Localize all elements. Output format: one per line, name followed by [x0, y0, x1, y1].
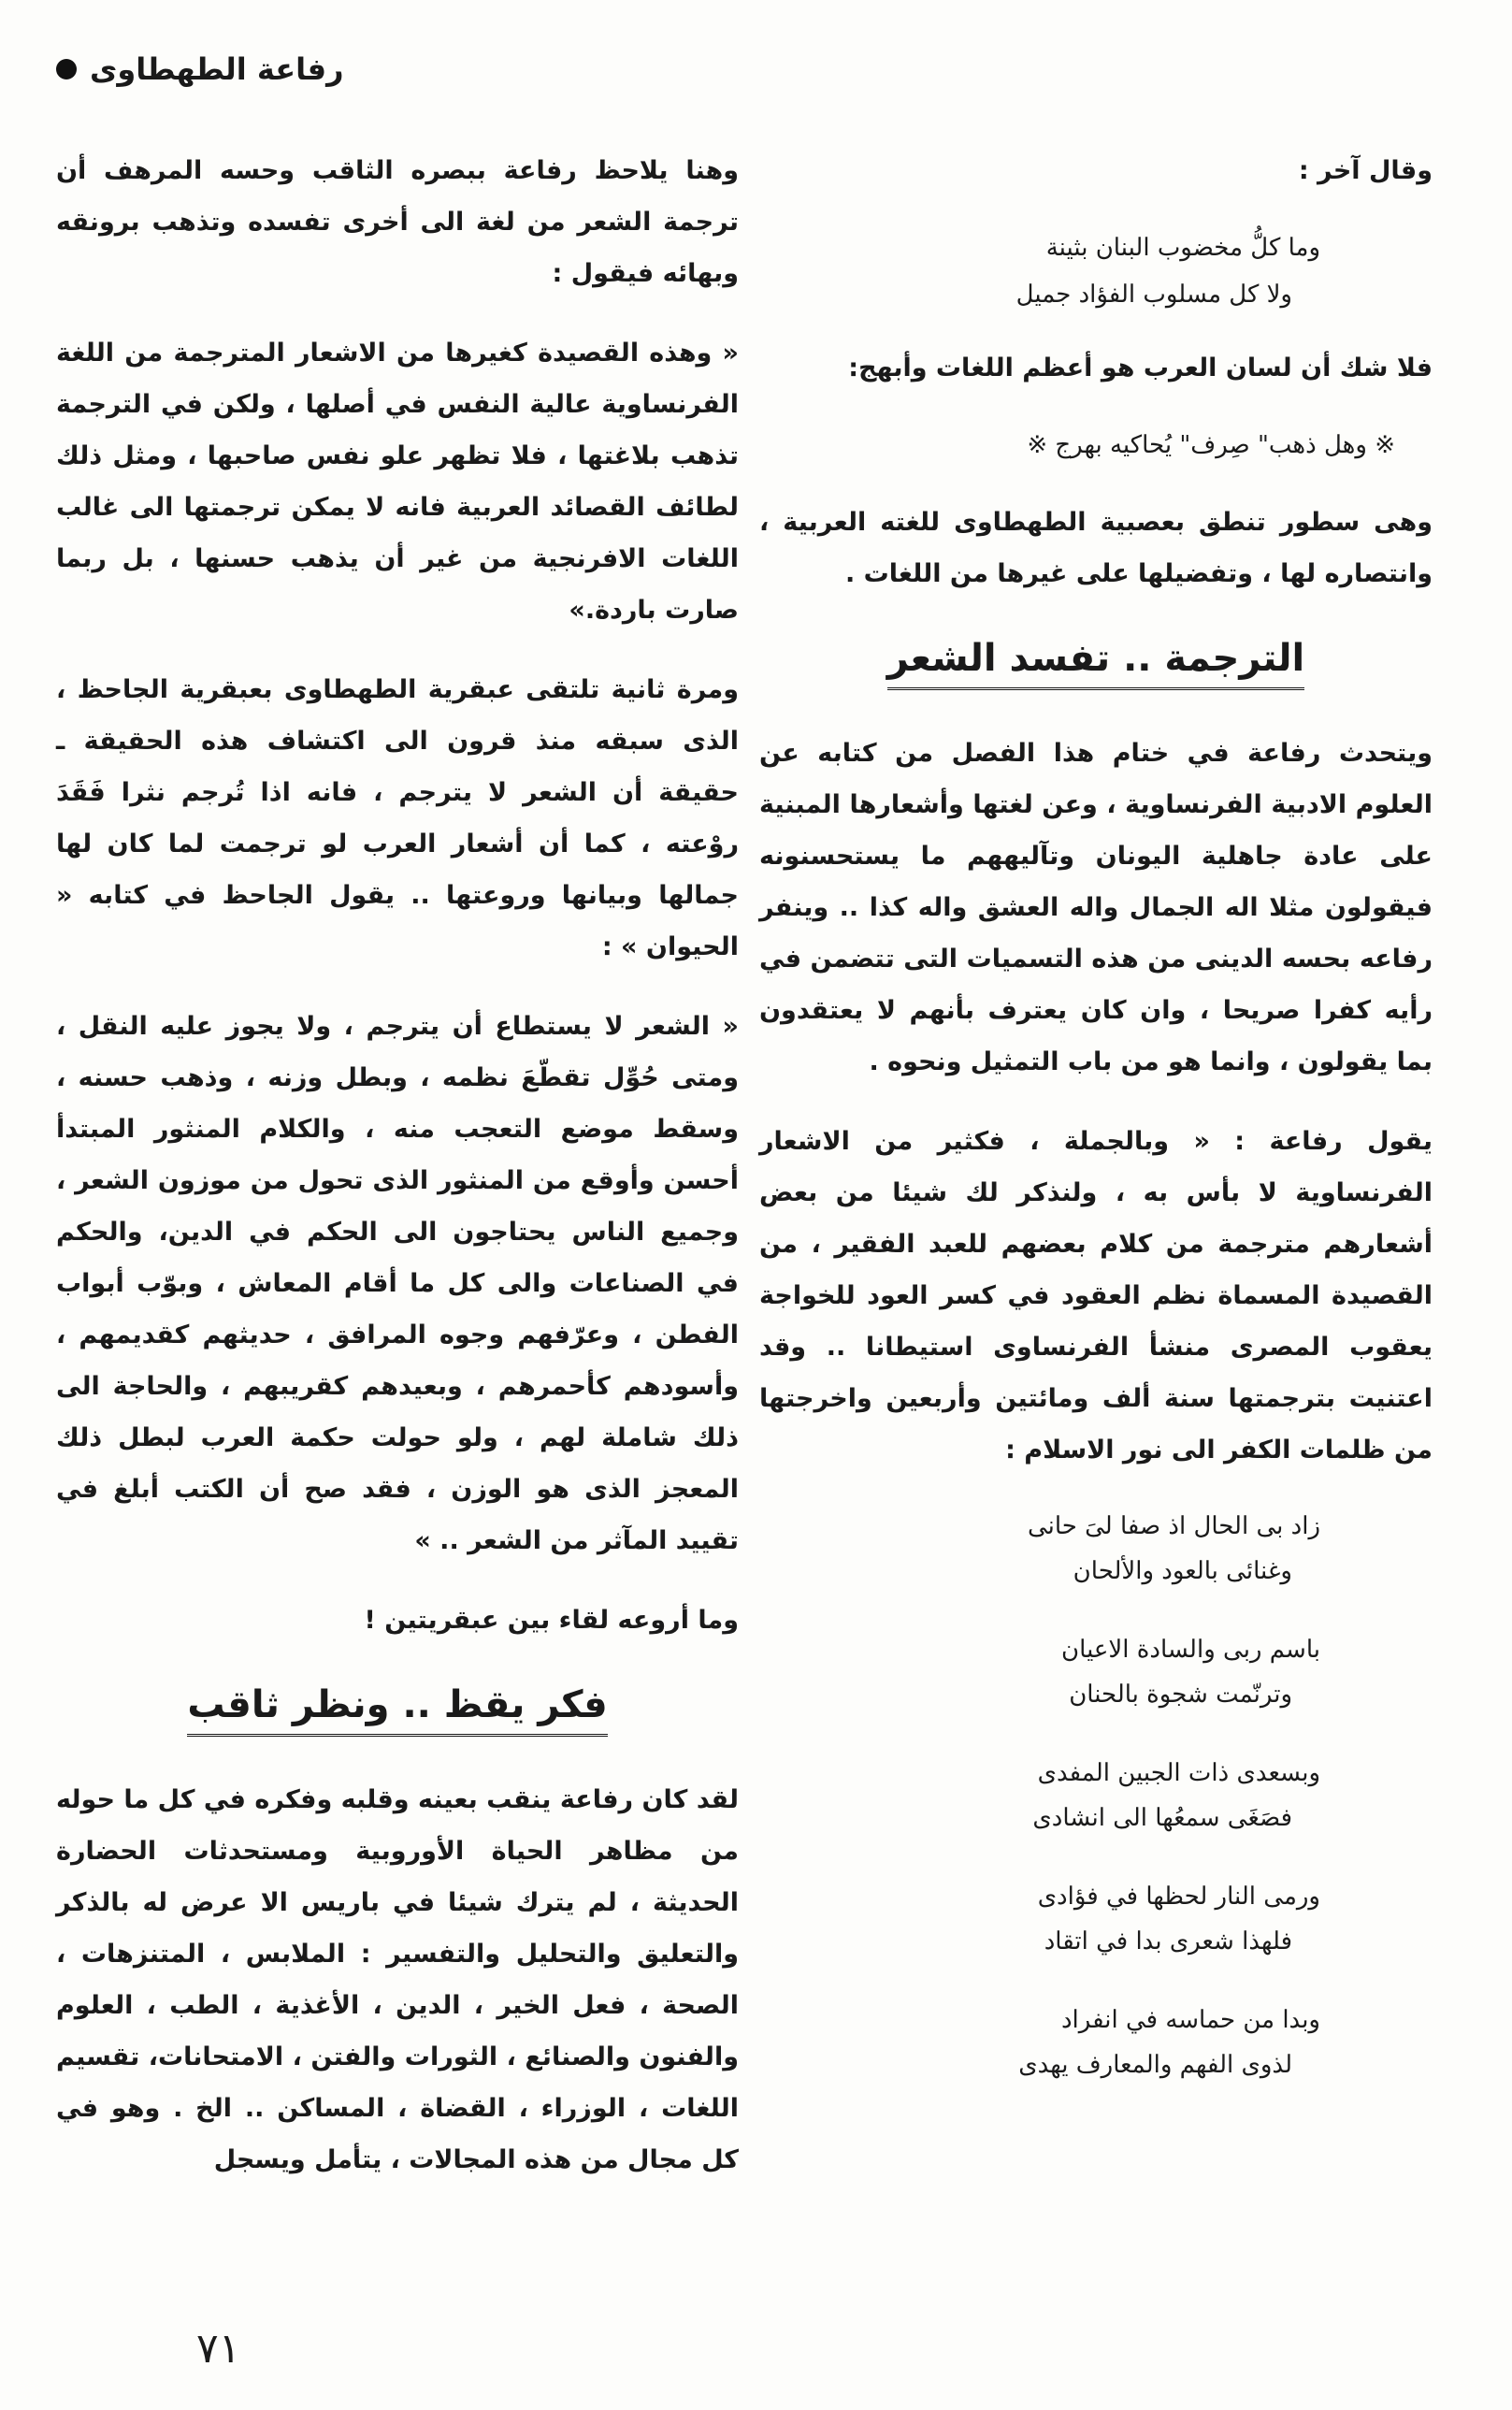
poem-line: باسم ربى والسادة الاعيان — [1061, 1636, 1320, 1664]
poem-line: وبدا من حماسه في انفراد — [1060, 2006, 1320, 2034]
poem-line: زاد بى الحال اذ صفا لىَ حانى — [1027, 1512, 1320, 1540]
quotation: « الشعر لا يستطاع أن يترجم ، ولا يجوز عليه النقل ، ومتى حُوِّل تقطّعَ نظمه ، وبطل وزنه ، وذهب حسنه ، وسقط موضع التعجب منه ، والكلام المنثور المبتدأ أحسن وأوقع من المنثور الذى تحول من موزون الشعر ، وجميع الناس يحتاجون الى الحكم في الدين، والحكم في الصناعات والى كل ما أقام المعاش ، وبوّب أبواب الفطن ، وعرّفهم وجوه المرافق ، حديثهم كقديمهم ، وأسودهم كأحمرهم ، وبعيدهم كقريبهم ، والحاجة الى ذلك شاملة لهم ، ولو حولت حكمة العرب لبطل ذلك المعجز الذى هو الوزن ، فقد صح أن الكتب أبلغ في تقييد المآثر من الشعر .. » — [56, 1012, 739, 1555]
poem-line: وترنّمت شجوة بالحنان — [1069, 1681, 1292, 1709]
bullet-icon — [56, 59, 77, 79]
running-header — [56, 51, 343, 87]
verse-line-single: ※ وهل ذهب" صِرف" يُحاكيه بهرج ※ — [1027, 431, 1395, 459]
section-heading-text: الترجمة .. تفسد الشعر — [887, 637, 1305, 690]
poem-line: وغنائى بالعود والألحان — [1073, 1557, 1292, 1585]
intro-line: وقال آخر : — [1298, 156, 1433, 185]
poem-line: فصَغَى سمعُها الى انشادى — [1032, 1804, 1292, 1832]
poem-line: فلهذا شعرى بدا في اتقاد — [1044, 1927, 1292, 1955]
quotation: « وهذه القصيدة كغيرها من الاشعار المترجمة من اللغة الفرنساوية عالية النفس في أصلها ، ولكن في الترجمة تذهب بلاغتها ، فلا تظهر علو نفس صاحبها ، ومثل ذلك لطائف القصائد العربية فانه لا يمكن ترجمتها الى غالب اللغات الافرنجية من غير أن يذهب حسنها ، بل ربما صارت باردة.» — [56, 339, 739, 625]
paragraph: لقد كان رفاعة ينقب بعينه وقلبه وفكره في كل ما حوله من مظاهر الحياة الأوروبية ومستحدثات الحضارة الحديثة ، لم يترك شيئا في باريس الا عرض له بالذكر والتعليق والتحليل والتفسير : الملابس ، المتنزهات ، الصحة ، فعل الخير ، الدين ، الأغذية ، الطب ، العلوم والفنون والصنائع ، الثورات والفتن ، الامتحانات، تقسيم اللغات ، الوزراء ، القضاة ، المساكن .. الخ . وهو في كل مجال من هذه المجالات ، يتأمل ويسجل — [56, 1785, 739, 2174]
poem-stanza — [759, 1627, 1433, 1717]
poem-line: ورمى النار لحظها في فؤادى — [1037, 1883, 1320, 1911]
paragraph: فلا شك أن لسان العرب هو أعظم اللغات وأبهج: — [848, 354, 1433, 382]
running-header-title: رفاعة الطهطاوى — [90, 51, 344, 87]
poem-line: لذوى الفهم والمعارف يهدى — [1018, 2051, 1292, 2079]
poem-line: وبسعدى ذات الجبين المفدى — [1037, 1759, 1320, 1787]
paragraph: وهى سطور تنطق بعصبية الطهطاوى للغته العربية ، وانتصاره لها ، وتفضيلها على غيرها من اللغات . — [759, 508, 1433, 588]
poem-stanza — [759, 1504, 1433, 1594]
paragraph: وما أروعه لقاء بين عبقريتين ! — [364, 1606, 739, 1635]
right-column — [759, 145, 1433, 2307]
section-heading-text: فكر يقظ .. ونظر ثاقب — [187, 1683, 607, 1737]
verse-couplet — [759, 224, 1433, 318]
poem-stanza — [759, 1874, 1433, 1964]
verse-line: ولا كل مسلوب الفؤاد جميل — [1015, 281, 1292, 309]
poem-stanza — [759, 1998, 1433, 2087]
paragraph: وهنا يلاحظ رفاعة ببصره الثاقب وحسه المرهف أن ترجمة الشعر من لغة الى أخرى تفسده وتذهب برونقه وبهائه فيقول : — [56, 156, 739, 288]
poem-stanza — [759, 1751, 1433, 1840]
verse-line: وما كلُّ مخضوب البنان بثينة — [1045, 234, 1320, 262]
page-number: ٧١ — [196, 2325, 241, 2373]
section-heading — [56, 1683, 739, 1737]
section-heading — [759, 637, 1433, 690]
paragraph: يقول رفاعة : « وبالجملة ، فكثير من الاشعار الفرنساوية لا بأس به ، ولنذكر لك شيئا من بعض أشعارهم مترجمة من كلام بعضهم للعبد الفقير ، من القصيدة المسماة نظم العقود في كسر العود للخواجة يعقوب المصرى منشأ الفرنساوى استيطانا .. وقد اعتنيت بترجمتها سنة ألف ومائتين وأربعين واخرجتها من ظلمات الكفر الى نور الاسلام : — [759, 1127, 1433, 1465]
paragraph: ومرة ثانية تلتقى عبقرية الطهطاوى بعبقرية الجاحظ ، الذى سبقه منذ قرون الى اكتشاف هذه الحقيقة ـ حقيقة أن الشعر لا يترجم ، فانه اذا تُرجم نثرا فَقَدَ روْعته ، كما أن أشعار العرب لو ترجمت لما كان لها جمالها وبيانها وروعتها .. يقول الجاحظ في كتابه « الحيوان » : — [56, 675, 739, 961]
left-column — [56, 145, 739, 2307]
paragraph: ويتحدث رفاعة في ختام هذا الفصل من كتابه عن العلوم الادبية الفرنساوية ، وعن لغتها وأشعارها المبنية على عادة جاهلية اليونان وتآليههم ما يستحسنونه فيقولون مثلا اله الجمال واله العشق واله كذا .. وينفر رفاعه بحسه الدينى من هذه التسميات التى تتضمن في رأيه كفرا صريحا ، وان كان يعترف بأنهم لا يعتقدون بما يقولون ، وانما هو من باب التمثيل ونحوه . — [759, 739, 1433, 1076]
